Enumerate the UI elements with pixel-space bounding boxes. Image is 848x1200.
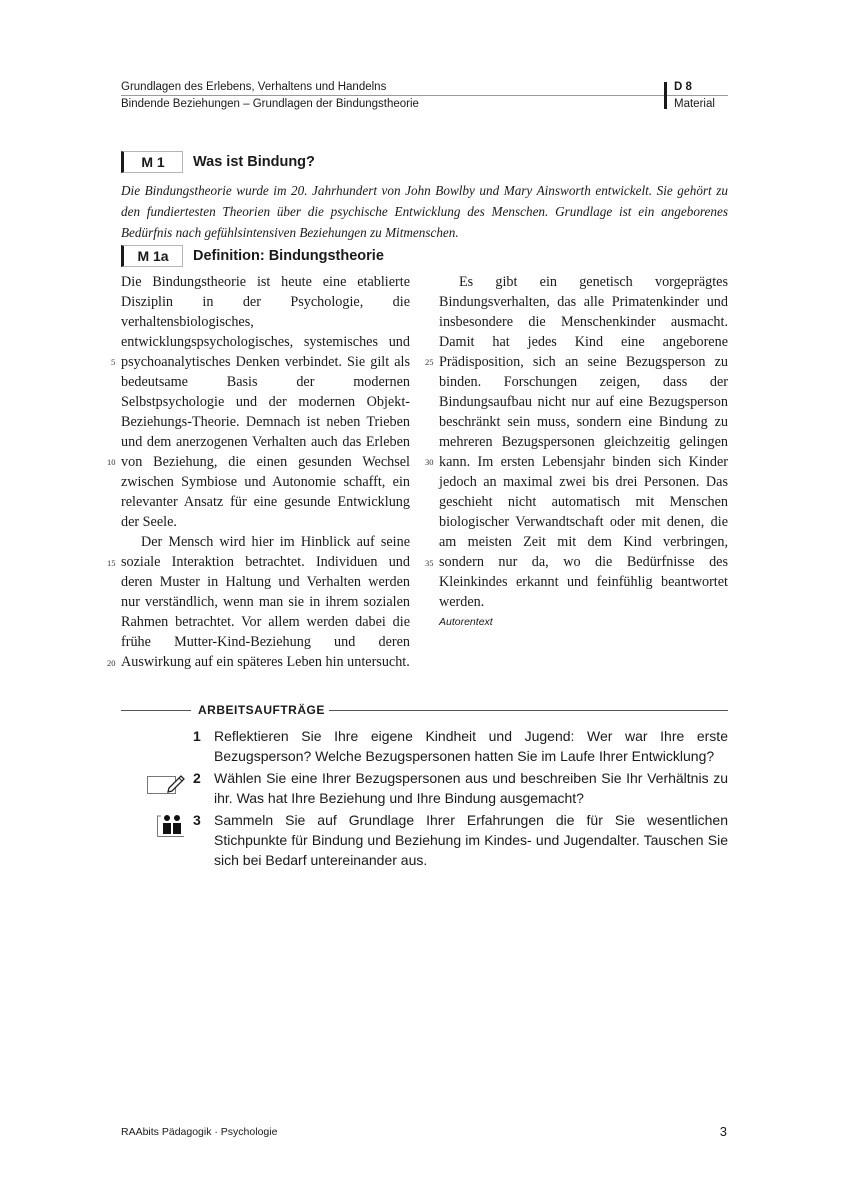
line-number: 20 bbox=[107, 658, 116, 668]
tasks-heading bbox=[121, 701, 728, 719]
header-code: D 8 bbox=[674, 81, 692, 93]
task-item bbox=[193, 810, 728, 870]
divider bbox=[121, 710, 191, 711]
m1-intro: Die Bindungstheorie wurde im 20. Jahrhundert von John Bowlby und Mary Ainsworth entwickelt. Sie gehört zu den fundiertesten Theorien über die psychische Entwicklung des Menschen. Grundlage ist ein angeborenes Bedürfnis nach gefühlsintensiven Beziehungen zu Mitmenschen. bbox=[121, 183, 728, 240]
task-number: 3 bbox=[193, 812, 201, 828]
writing-icon bbox=[147, 772, 187, 794]
page-number: 3 bbox=[719, 1124, 727, 1139]
task-text: Reflektieren Sie Ihre eigene Kindheit und Jugend: Wer war Ihre erste Bezugsperson? Welche Bezugspersonen hatten Sie im Laufe Ihrer Entwicklung? bbox=[214, 728, 728, 764]
m1a-heading bbox=[121, 244, 384, 268]
header-subtitle: Bindende Beziehungen – Grundlagen der Bindungstheorie bbox=[121, 98, 419, 110]
line-number: 5 bbox=[111, 357, 116, 367]
header-bar bbox=[664, 82, 667, 109]
line-number: 10 bbox=[107, 457, 116, 467]
line-number: 35 bbox=[425, 558, 434, 568]
source-note: Autorentext bbox=[439, 616, 493, 628]
footer-publication: RAAbits Pädagogik · Psychologie bbox=[121, 1126, 278, 1138]
m1-label: M 1 bbox=[121, 151, 183, 173]
paragraph: Es gibt ein genetisch vorgeprägtes Bindungsverhalten, das alle Primatenkinder und insbesondere die Menschenkinder ausmacht. Damit hat jedes Kind eine angeborene Prädisposition, sich an seine Bezugsperson zu binden. Forschungen zeigen, dass der Bindungsaufbau nicht nur auf eine Bezugsperson beschränkt sein muss, sondern eine Bindung zu mehreren Bezugspersonen gleichzeitig gelingen kann. Im ersten Lebensjahr binden sich Kinder jedoch an maximal zwei bis drei Personen. Das geschieht nicht automatisch mit Menschen biologischer Verwandtschaft oder mit denen, die am meisten Zeit mit dem Kind verbringen, sondern nur da, wo die Bedürfnisse des Kleinkindes erkannt und feinfühlig beantwortet werden. bbox=[439, 274, 728, 610]
line-number: 30 bbox=[425, 457, 434, 467]
line-number: 15 bbox=[107, 558, 116, 568]
header-section: Grundlagen des Erlebens, Verhaltens und Handelns bbox=[121, 81, 387, 93]
paragraph: Die Bindungstheorie ist heute eine etablierte Disziplin in der Psychologie, die verhaltensbiologisches, entwicklungspsychologisches, systemisches und psychoanalytisches Denken verbindet. Sie gilt als bedeutsame Basis der modernen Selbstpsychologie und der modernen Objekt-Beziehungs-Theorie. Demnach ist neben Trieben und dem anerzogenen Verhalten auch das Erleben von Beziehung, die einen gesunden Wechsel zwischen Symbiose und Autonomie schafft, ein relevanter Ansatz für eine gesunde Entwicklung der Seele. bbox=[121, 274, 410, 530]
tasks-heading-label: ARBEITSAUFTRÄGE bbox=[198, 703, 325, 717]
task-item bbox=[193, 768, 728, 808]
paragraph: Der Mensch wird hier im Hinblick auf seine soziale Interaktion betrachtet. Individuen und deren Muster in Haltung und Verhalten werden nur verständlich, wenn man sie in ihrem sozialen Rahmen betrachtet. Vor allem werden dabei die frühe Mutter-Kind-Beziehung und deren Auswirkung auf ein späteres Leben hin untersucht. bbox=[121, 534, 410, 670]
divider bbox=[329, 710, 728, 711]
text-column-right bbox=[439, 272, 728, 612]
m1a-title: Definition: Bindungstheorie bbox=[193, 248, 384, 264]
task-number: 1 bbox=[193, 728, 201, 744]
task-item bbox=[193, 726, 728, 766]
m1-title: Was ist Bindung? bbox=[193, 154, 315, 170]
partner-work-icon bbox=[157, 813, 185, 837]
task-number: 2 bbox=[193, 770, 201, 786]
task-text: Sammeln Sie auf Grundlage Ihrer Erfahrungen die für Sie wesentlichen Stichpunkte für Bindung und Beziehung im Kindes- und Jugendalter. Tauschen Sie sich bei Bedarf untereinander aus. bbox=[214, 812, 728, 868]
m1-heading bbox=[121, 150, 315, 174]
task-text: Wählen Sie eine Ihrer Bezugspersonen aus und beschreiben Sie Ihr Verhältnis zu ihr. Was hat Ihre Beziehung und Ihre Bindung ausgemacht? bbox=[214, 770, 728, 806]
text-column-left bbox=[121, 272, 410, 672]
m1a-label: M 1a bbox=[121, 245, 183, 267]
line-number: 25 bbox=[425, 357, 434, 367]
header-type: Material bbox=[674, 98, 715, 110]
